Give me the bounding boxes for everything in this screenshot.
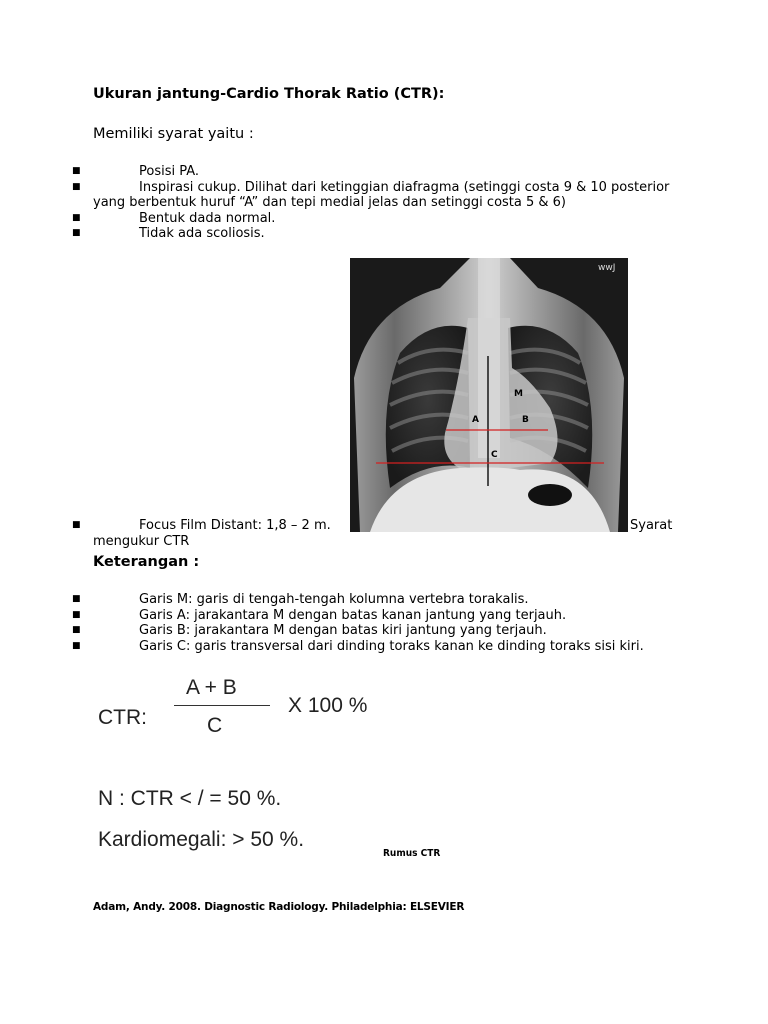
bullet-icon: ■ xyxy=(72,594,81,604)
formula-label: CTR: xyxy=(98,706,147,729)
list-item: ■ Garis B: jarakantara M dengan batas kiri jantung yang terjauh. xyxy=(72,623,547,638)
formula-caption: Rumus CTR xyxy=(383,848,441,859)
formula-normal: N : CTR < / = 50 %. xyxy=(98,787,282,810)
label-c: C xyxy=(491,450,498,460)
label-a: A xyxy=(472,415,479,425)
bullet-icon: ■ xyxy=(72,609,81,620)
formula-fraction-bar xyxy=(174,705,270,706)
bullet-icon: ■ xyxy=(72,640,81,651)
reference-citation: Adam, Andy. 2008. Diagnostic Radiology. Philadelphia: ELSEVIER xyxy=(93,901,465,913)
bullet-icon: ■ xyxy=(72,181,81,192)
bullet-icon: ■ xyxy=(72,166,81,176)
label-m: M xyxy=(514,389,523,399)
formula-numerator: A + B xyxy=(186,676,237,699)
list-item: ■ Garis C: garis transversal dari dinding toraks kanan ke dinding toraks sisi kiri. xyxy=(72,638,644,654)
focus-film-text: Focus Film Distant: 1,8 – 2 m. xyxy=(139,518,331,533)
formula-kardiomegali: Kardiomegali: > 50 %. xyxy=(98,828,305,851)
formula-multiplier: X 100 % xyxy=(288,694,368,717)
list-item: ■ Inspirasi cukup. Dilihat dari ketinggian diafragma (setinggi costa 9 & 10 posterior yang berbentuk huruf “A” dan tepi medial jelas dan setinggi costa 5 & 6) xyxy=(72,179,670,210)
formula-denominator: C xyxy=(207,714,223,737)
list-item: ■ Bentuk dada normal. xyxy=(72,210,276,226)
list-item: ■ Posisi PA. xyxy=(72,164,200,179)
keterangan-heading: Keterangan : xyxy=(93,554,200,570)
list-item: ■ Garis M: garis di tengah-tengah kolumna vertebra torakalis. xyxy=(72,592,529,607)
bullet-icon: ■ xyxy=(72,625,81,635)
keterangan-list xyxy=(0,592,768,654)
list-item: ■ Garis A: jarakantara M dengan batas kanan jantung yang terjauh. xyxy=(72,607,567,623)
chest-xray-image xyxy=(350,258,628,532)
label-b: B xyxy=(522,415,529,425)
intro-text: Memiliki syarat yaitu : xyxy=(93,126,254,142)
bullet-icon: ■ xyxy=(72,212,81,223)
chest-xray-illustration xyxy=(350,258,628,532)
requirements-list xyxy=(0,164,768,242)
bullet-icon: ■ xyxy=(72,228,81,238)
mengukur-ctr-text: mengukur CTR xyxy=(93,533,190,549)
syarat-text: Syarat xyxy=(630,518,673,533)
page-title: Ukuran jantung-Cardio Thorak Ratio (CTR): xyxy=(93,86,445,102)
xray-corner-mark: wwJ xyxy=(598,263,616,273)
list-item: ■ Tidak ada scoliosis. xyxy=(72,226,265,241)
bullet-icon: ■ xyxy=(72,520,81,530)
